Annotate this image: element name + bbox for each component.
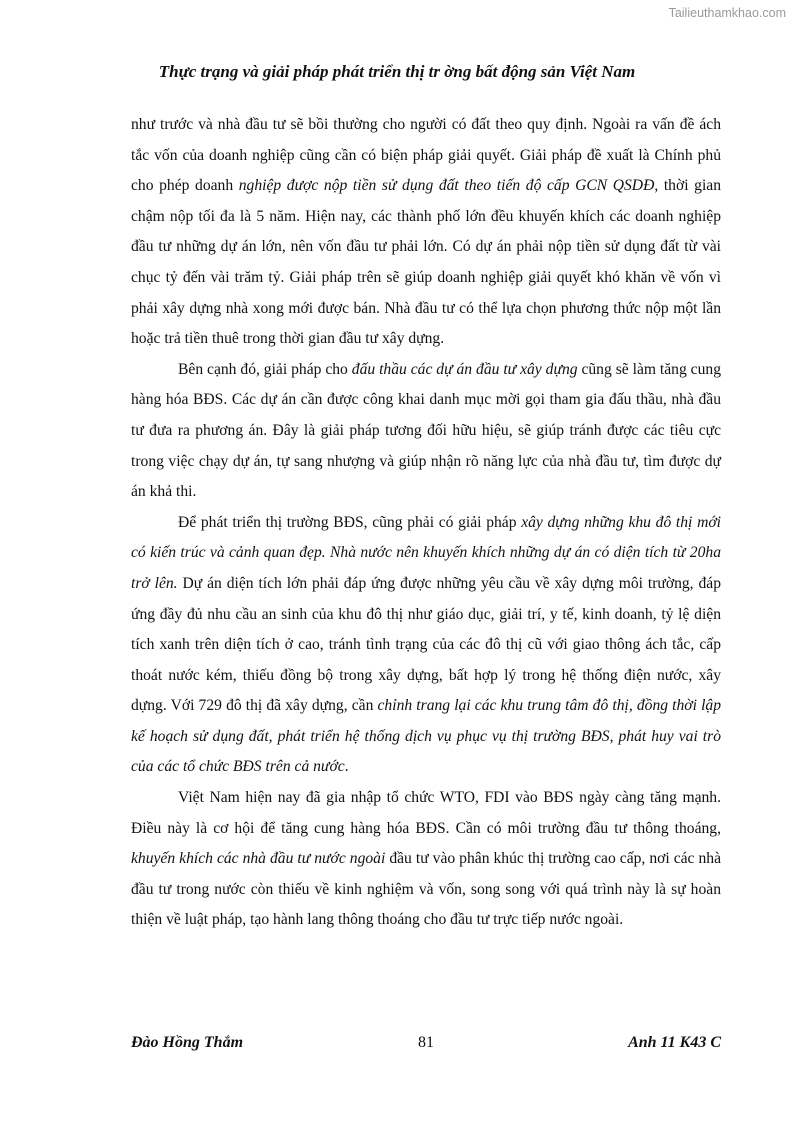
page-title: Thực trạng và giải pháp phát triển thị tr ờng bất động sản Việt Nam [158,62,636,81]
paragraph-2-text-2: cũng sẽ làm tăng cung hàng hóa BĐS. Các dự án cần được công khai danh mục mời gọi tham gia đấu thầu, nhà đầu tư đưa ra phương án. Đây là giải pháp tương đối hữu hiệu, sẽ giúp tránh được các tiêu cực trong việc chạy dự án, tự sang nhượng và giúp nhận rõ năng lực của nhà đầu tư, tìm được dự án khả thi. [131,360,721,501]
paragraph-1-text-2: , thời gian chậm nộp tối đa là 5 năm. Hiện nay, các thành phố lớn đều khuyến khích các doanh nghiệp đầu tư những dự án lớn, nên vốn đầu tư phải lớn. Có dự án phải nộp tiền sử dụng đất từ vài chục tỷ đến vài trăm tỷ. Giải pháp trên sẽ giúp doanh nghiệp giải quyết khó khăn về vốn vì phải xây dựng nhà xong mới được bán. Nhà đầu tư có thể lựa chọn phương thức nộp một lần hoặc trả tiền thuê trong thời gian đầu tư xây dựng. [131,177,721,348]
paragraph-3-text-1: Để phát triển thị trường BĐS, cũng phải có giải pháp [178,513,522,531]
paragraph-4-text-2: đầu tư vào phân khúc thị trường cao cấp, nơi các nhà đầu tư trong nước còn thiếu về kinh nghiệm và vốn, song song với quá trình này là sự hoàn thiện về luật pháp, tạo hành lang thông thoáng cho đầu tư trực tiếp nước ngoài. [131,850,721,929]
footer-class-label: Anh 11 K43 C [628,1034,721,1051]
paragraph-4 [131,783,721,936]
footer-author: Đào Hồng Thắm [131,1034,244,1051]
paragraph-1-emphasis-1: nghiệp được nộp tiền sử dụng đất theo tiến độ cấp GCN QSDĐ [238,177,655,195]
paragraph-2-emphasis-1: đấu thầu các dự án đầu tư xây dựng [351,360,578,378]
paragraph-4-text-1: Việt Nam hiện nay đã gia nhập tổ chức WTO, FDI vào BĐS ngày càng tăng mạnh. Điều này là cơ hội để tăng cung hàng hóa BĐS. Cần có môi trường đầu tư thông thoáng, [131,789,721,837]
paragraph-4-emphasis-1: khuyến khích các nhà đầu tư nước ngoài [131,850,386,868]
paragraph-1-text-1: như trước và nhà đầu tư sẽ bồi thường cho người có đất theo quy định. Ngoài ra vấn đề ách tắc vốn của doanh nghiệp cũng cần có biện pháp giải quyết. Giải pháp đề xuất là Chính phủ cho phép doanh [131,116,721,195]
page-number: 81 [418,1034,434,1051]
watermark: Tailieuthamkhao.com [668,6,786,20]
paragraph-3-text-3: . [344,758,349,776]
paragraph-3-text-2: Dự án diện tích lớn phải đáp ứng được những yêu cầu về xây dựng môi trường, đáp ứng đầy đủ nhu cầu an sinh của khu đô thị như giáo dục, giải trí, y tế, kinh doanh, tỷ lệ diện tích xanh trên diện tích ở cao, tránh tình trạng của các đô thị cũ với giao thông ách tắc, cấp thoát nước kém, thiếu đồng bộ trong xây dựng, bất hợp lý trong hệ thống điện nước, xây dựng. Với 729 đô thị đã xây dựng, cần [131,574,721,715]
paragraph-3 [131,508,721,783]
paragraph-2-text-1: Bên cạnh đó, giải pháp cho [178,360,352,378]
body-text [131,110,721,936]
paragraph-3-emphasis-1: xây dựng những khu đô thị mới có kiến trúc và cảnh quan đẹp. Nhà nước nên khuyến khích những dự án có diện tích từ 20ha trở lên. [131,513,721,592]
paragraph-3-emphasis-2: chỉnh trang lại các khu trung tâm đô thị, đồng thời lập kế hoạch sử dụng đất, phát triển hệ thống dịch vụ phục vụ thị trường BĐS, phát huy vai trò của các tổ chức BĐS trên cả nước [131,697,722,776]
paragraph-2 [131,355,721,508]
page-footer [131,1034,721,1058]
paragraph-1 [131,110,721,355]
